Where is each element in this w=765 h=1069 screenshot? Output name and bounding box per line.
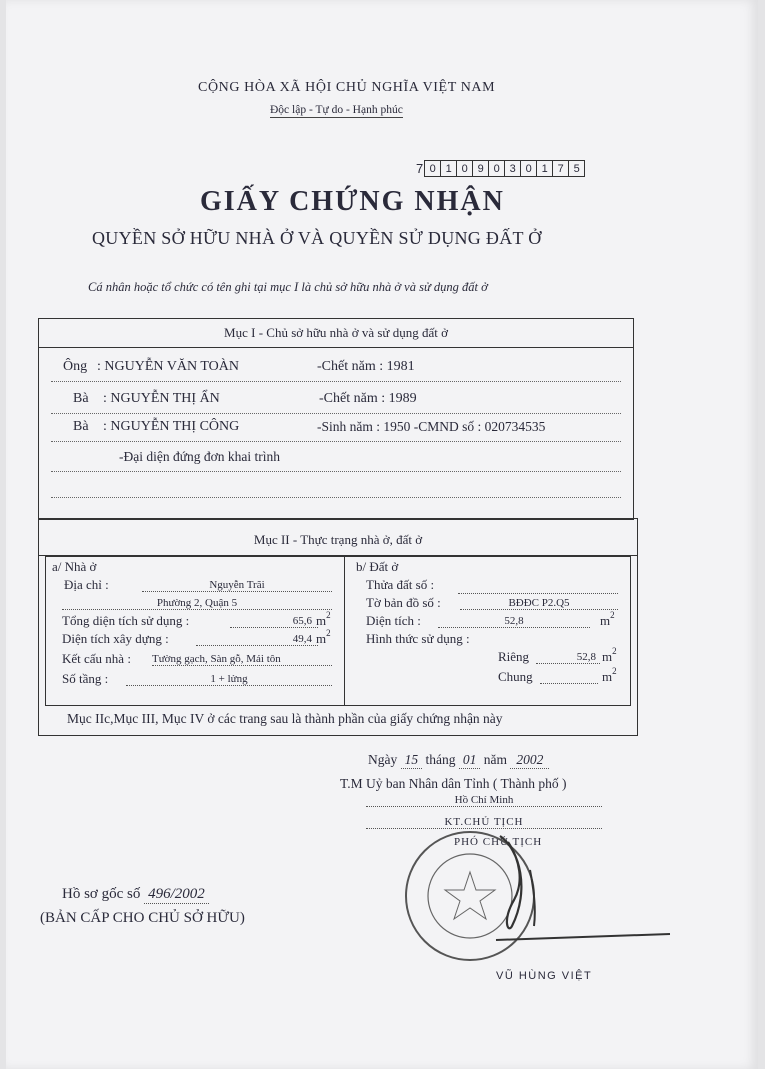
section-2-footer: Mục IIc,Mục III, Mục IV ở các trang sau là thành phần của giấy chứng nhận này: [67, 711, 503, 726]
floors-value: 1 + lửng: [126, 673, 332, 686]
owner-info: -Chết năm : 1989: [319, 391, 417, 406]
record-number-value: 496/2002: [144, 886, 209, 904]
built-area-unit: [316, 628, 331, 647]
area-unit-exponent: 2: [612, 646, 617, 656]
serial-digit: 0: [424, 160, 441, 177]
serial-number: [416, 160, 585, 177]
date-month: 01: [459, 752, 481, 769]
private-unit: [602, 646, 617, 665]
land-heading: b/ Đất ở: [356, 559, 399, 574]
serial-lead: 7: [416, 161, 424, 176]
area-unit: m: [602, 649, 613, 664]
plot-value: [458, 581, 618, 594]
private-label: Riêng: [498, 649, 530, 664]
signer-name: VŨ HÙNG VIỆT: [496, 970, 593, 982]
total-area-value: 65,6: [230, 615, 318, 628]
area-unit-exponent: 2: [612, 666, 617, 676]
area-unit-exponent: 2: [610, 610, 615, 620]
serial-digit: 1: [536, 160, 553, 177]
month-label: tháng: [425, 752, 456, 767]
structure-value: Tường gạch, Sàn gỗ, Mái tôn: [152, 653, 332, 666]
section-1-heading: Mục I - Chủ sở hữu nhà ở và sử dụng đất ở: [39, 319, 633, 348]
area-unit-exponent: 2: [326, 628, 331, 638]
national-motto: Độc lập - Tự do - Hạnh phúc: [270, 104, 403, 116]
preface-text: Cá nhân hoặc tổ chức có tên ghi tại mục I là chủ sở hữu nhà ở và sử dụng đất ở: [88, 280, 488, 294]
issuing-city: Hồ Chí Minh: [366, 794, 602, 807]
map-value: BĐĐC P2.Q5: [460, 597, 618, 610]
country-name: CỘNG HÒA XÃ HỘI CHỦ NGHĨA VIỆT NAM: [198, 80, 496, 95]
owner-info: -Sinh năm : 1950 -CMND số : 020734535: [317, 419, 546, 434]
area-unit: m: [316, 613, 327, 628]
issuing-authority: T.M Uỷ ban Nhân dân Tỉnh ( Thành phố ): [340, 776, 567, 791]
address-line-2: Phường 2, Quận 5: [62, 597, 332, 610]
total-area-unit: [316, 610, 331, 629]
vice-chair-label: PHÓ CHỦ TỊCH: [454, 836, 543, 848]
section-2-heading: Mục II - Thực trạng nhà ở, đất ở: [39, 525, 637, 556]
year-label: năm: [483, 752, 507, 767]
private-value: 52,8: [536, 651, 600, 664]
record-label: Hồ sơ gốc số: [62, 886, 141, 902]
section-1-owners: [38, 318, 634, 520]
serial-digit: 0: [520, 160, 537, 177]
serial-digit: 0: [456, 160, 473, 177]
owner-name: : NGUYỄN THỊ ẨN: [103, 391, 220, 406]
floors-label: Số tầng :: [62, 671, 109, 686]
owner-row: [51, 359, 621, 382]
for-chair-label: KT.CHỦ TỊCH: [366, 816, 602, 829]
owner-name: : NGUYỄN VĂN TOÀN: [97, 359, 239, 374]
house-heading: a/ Nhà ở: [52, 559, 97, 574]
owner-row: [51, 419, 621, 442]
copy-note: (BẢN CẤP CHO CHỦ SỞ HỮU): [40, 910, 245, 926]
land-area-value: 52,8: [438, 615, 590, 628]
seal-star-icon: [445, 872, 495, 919]
shared-value: [540, 681, 598, 684]
document-subtitle: QUYỀN SỞ HỮU NHÀ Ở VÀ QUYỀN SỬ DỤNG ĐẤT Ở: [92, 228, 542, 248]
land-area-unit: [600, 610, 615, 629]
serial-digit: 9: [472, 160, 489, 177]
date-year: 2002: [510, 752, 549, 769]
blank-row: [51, 475, 621, 498]
built-area-label: Diện tích xây dựng :: [62, 631, 169, 646]
serial-digit: 3: [504, 160, 521, 177]
area-unit: m: [600, 613, 611, 628]
area-unit: m: [316, 631, 327, 646]
owner-name: : NGUYỄN THỊ CÔNG: [103, 419, 240, 434]
serial-digit: 7: [552, 160, 569, 177]
representative-row: [51, 449, 621, 472]
owner-title: Ông: [63, 359, 88, 374]
shared-unit: [602, 666, 617, 685]
shared-label: Chung: [498, 669, 533, 684]
property-grid: [45, 556, 631, 706]
record-number: [62, 886, 209, 904]
area-unit-exponent: 2: [326, 610, 331, 620]
address-label: Địa chỉ :: [64, 577, 109, 592]
address-line-1: Nguyễn Trãi: [142, 579, 332, 592]
section-2-property: [38, 518, 638, 736]
serial-digit: 0: [488, 160, 505, 177]
map-label: Tờ bản đồ số :: [366, 595, 441, 610]
serial-digit: 5: [568, 160, 585, 177]
date-prefix: Ngày: [368, 752, 398, 767]
usage-label: Hình thức sử dụng :: [366, 631, 470, 646]
handwritten-signature: [490, 830, 680, 950]
owner-title: Bà: [73, 419, 89, 434]
date-day: 15: [401, 752, 423, 769]
land-area-label: Diện tích :: [366, 613, 421, 628]
owner-row: [51, 391, 621, 414]
column-divider: [344, 557, 345, 705]
owner-title: Bà: [73, 391, 89, 406]
total-area-label: Tổng diện tích sử dụng :: [62, 613, 190, 628]
representative-note: -Đại diện đứng đơn khai trình: [119, 449, 281, 464]
area-unit: m: [602, 669, 613, 684]
plot-label: Thửa đất số :: [366, 577, 435, 592]
serial-digit: 1: [440, 160, 457, 177]
owner-info: -Chết năm : 1981: [317, 359, 415, 374]
issue-date: [368, 752, 549, 769]
document-title: GIẤY CHỨNG NHẬN: [200, 186, 505, 217]
built-area-value: 49,4: [196, 633, 318, 646]
structure-label: Kết cấu nhà :: [62, 651, 131, 666]
